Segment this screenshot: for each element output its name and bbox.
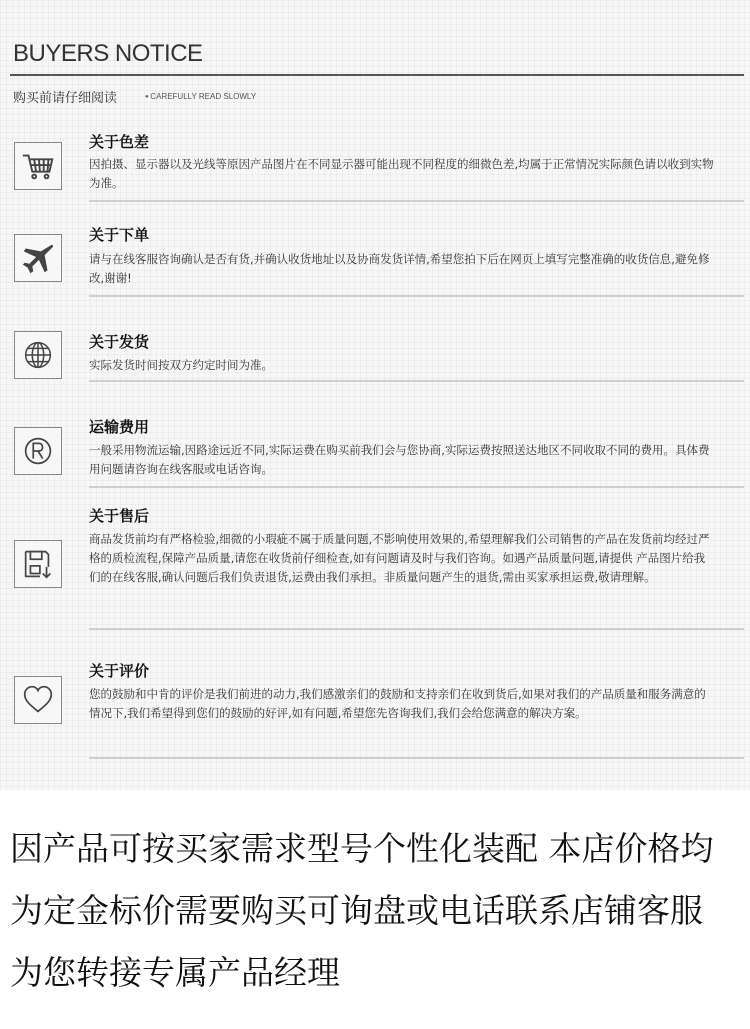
notice-subtitle-cn: 购买前请仔细阅读 — [13, 91, 118, 106]
save-download-icon — [14, 540, 62, 588]
airplane-icon — [14, 234, 62, 282]
section-divider — [89, 295, 744, 297]
notice-subtitle-en: ● CAREFULLY READ SLOWLY — [145, 92, 256, 101]
section-body: 请与在线客服咨询确认是否有货,并确认收货地址以及协商发货详情,希望您拍下后在网页上填写完整准确的收货信息,避免修改,谢谢! — [89, 252, 710, 285]
section-divider — [89, 757, 744, 759]
section-title: 关于下单 — [89, 226, 150, 244]
notice-title: BUYERS NOTICE — [13, 40, 203, 67]
header-divider — [10, 74, 744, 76]
footer-notice-text: 因产品可按买家需求型号个性化装配 本店价格均为定金标价需要购买可询盘或电话联系店铺客服 为您转接专属产品经理 — [10, 829, 714, 992]
section-body: 您的鼓励和中肯的评价是我们前进的动力,我们感激亲们的鼓励和支持亲们在收到货后,如果对我们的产品质量和服务满意的情况下,我们希望得到您们的鼓励的好评,如有问题,希望您先咨询我们,我们会给您满意的解决方案。 — [89, 687, 706, 720]
section-body: 实际发货时间按双方约定时间为准。 — [89, 358, 273, 372]
section-divider — [89, 486, 744, 488]
section-title: 关于色差 — [89, 133, 150, 151]
section-body: 因拍摄、显示器以及光线等原因产品图片在不同显示器可能出现不同程度的细微色差,均属于正常情况实际颜色请以收到实物为准。 — [89, 157, 714, 190]
registered-icon — [14, 427, 62, 475]
section-divider — [89, 200, 744, 202]
globe-icon — [14, 331, 62, 379]
section-title: 关于售后 — [89, 507, 150, 525]
section-body: 一般采用物流运输,因路途远近不同,实际运费在购买前我们会与您协商,实际运费按照送达地区不同收取不同的费用。具体费用问题请咨询在线客服或电话咨询。 — [89, 443, 710, 476]
shopping-cart-icon — [14, 142, 62, 190]
section-divider — [89, 628, 744, 630]
section-title: 运输费用 — [89, 418, 150, 436]
heart-icon — [14, 676, 62, 724]
section-title: 关于发货 — [89, 333, 150, 351]
section-divider — [89, 380, 744, 382]
section-title: 关于评价 — [89, 662, 150, 680]
section-body: 商品发货前均有严格检验,细微的小瑕疵不属于质量问题,不影响使用效果的,希望理解我们公司销售的产品在发货前均经过严格的质检流程,保障产品质量,请您在收货前仔细检查,如有问题请及时与我们咨询。如遇产品质量问题,请提供 产品图片给我们的在线客服,确认问题后我们负责退货,运费由我们承担。非质量问题产生的退货,需由买家承担运费,敬请理解。 — [89, 532, 710, 584]
